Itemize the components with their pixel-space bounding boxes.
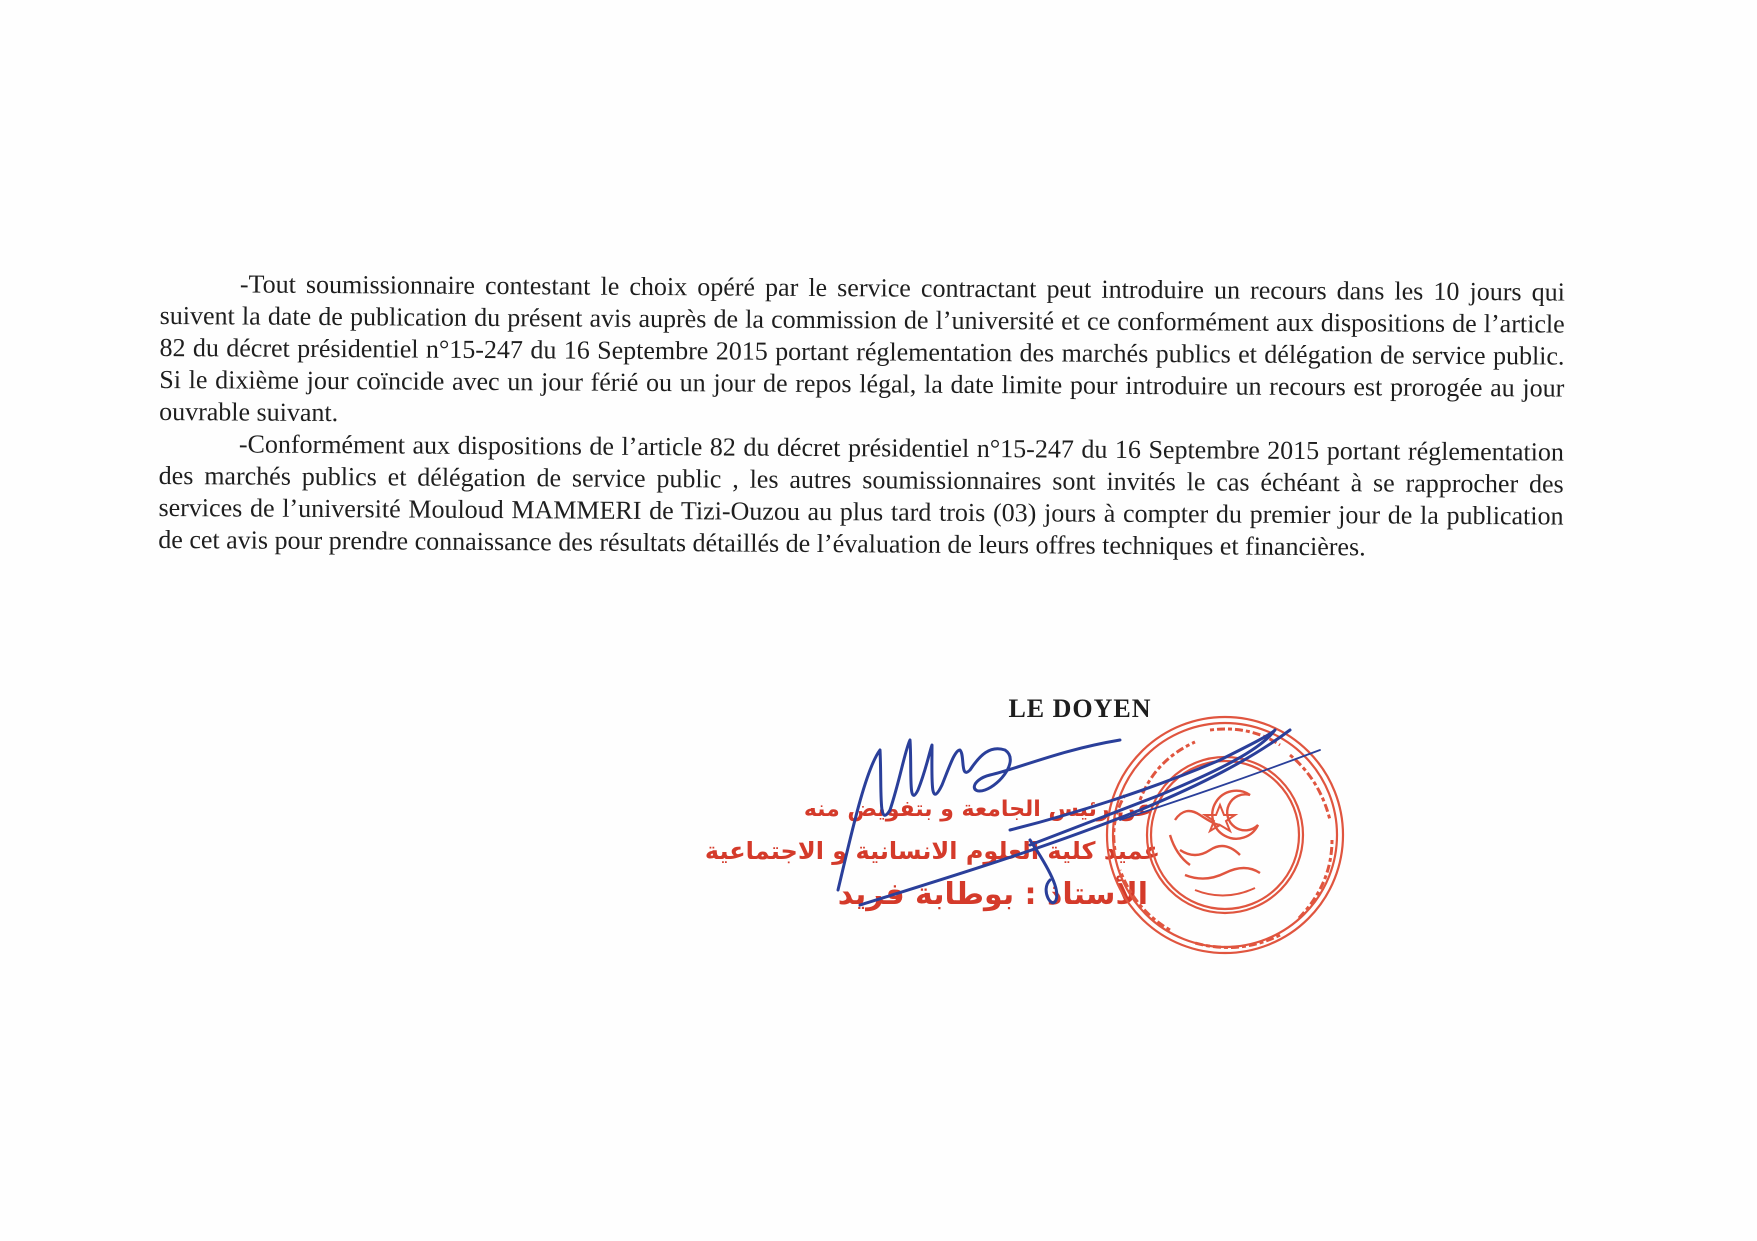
document-body	[158, 268, 1565, 565]
paragraph-consultation: -Conformément aux dispositions de l’article 82 du décret présidentiel n°15-247 du 16 Septembre 2015 portant réglementation des marchés publics et délégation de service public , les autres soumissionnaires sont invités le cas échéant à se rapprocher des services de l’université Mouloud MAMMERI de Tizi-Ouzou au plus tard trois (03) jours à compter du premier jour de la publication de cet avis pour prendre connaissance des résultats détaillés de l’évaluation de leurs offres techniques et financières.	[158, 429, 1564, 562]
arabic-stamp-line-3: الأستاذ : بوطابة فريد	[837, 877, 1148, 912]
signatory-title: LE DOYEN	[1008, 694, 1152, 723]
paragraph-recours: -Tout soumissionnaire contestant le choix opéré par le service contractant peut introduire un recours dans les 10 jours qui suivent la date de publication du présent avis auprès de la commission de l’université et ce conformément aux dispositions de l’article 82 du décret présidentiel n°15-247 du 16 Septembre 2015 portant réglementation des marchés publics et délégation de service public. Si le dixième jour coïncide avec un jour férié ou un jour de repos légal, la date limite pour introduire un recours est prorogée au jour ouvrable suivant.	[159, 269, 1565, 428]
handwritten-signature-icon	[820, 690, 1340, 930]
arabic-stamp-line-1: عن رئيس الجامعة و بتفويض منه	[803, 797, 1152, 822]
arabic-stamp-line-2: عميد كلية العلوم الانسانية و الاجتماعية	[704, 837, 1160, 865]
